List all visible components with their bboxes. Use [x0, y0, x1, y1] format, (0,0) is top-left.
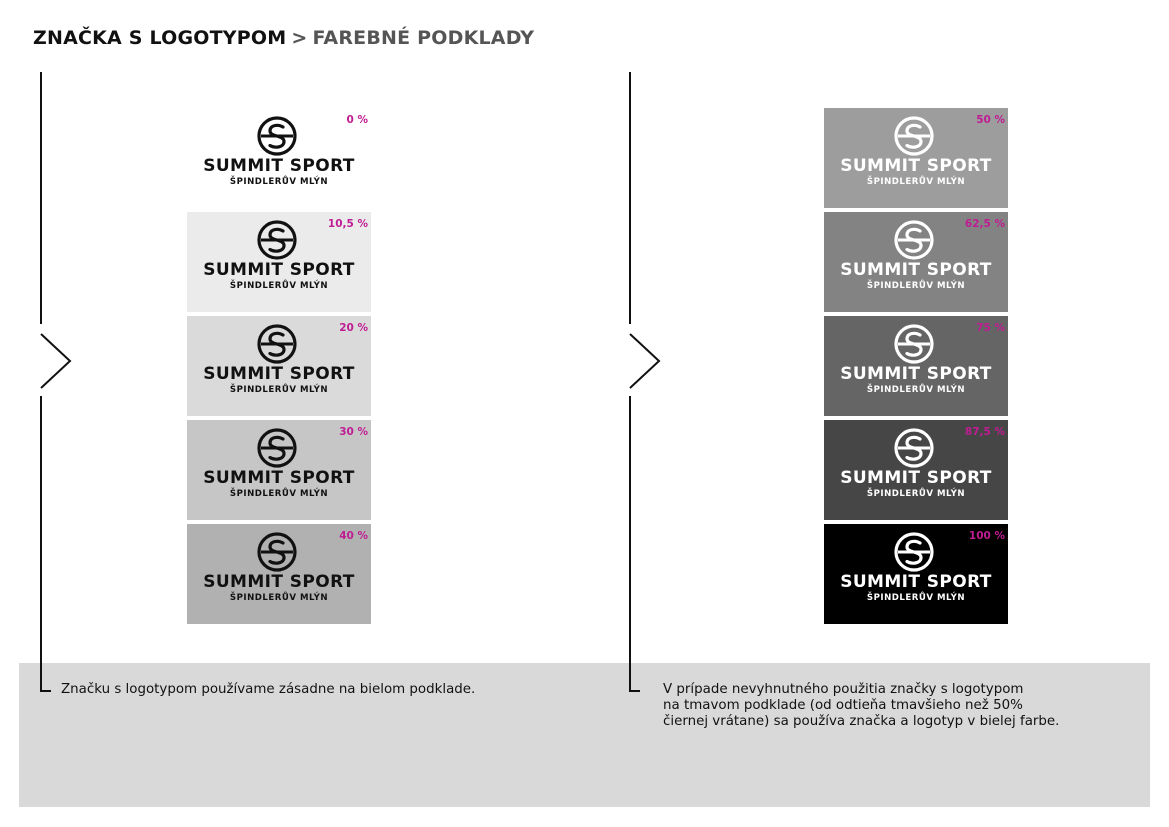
title-subtitle: FAREBNÉ PODKLADY — [312, 27, 535, 49]
logo-brand-text: SUMMIT SPORT — [840, 572, 992, 592]
summit-s-circle-icon — [894, 324, 934, 364]
logo-brand-text: SUMMIT SPORT — [203, 364, 355, 384]
logo-brand-text: SUMMIT SPORT — [203, 156, 355, 176]
right-note — [663, 682, 1059, 730]
summit-s-circle-icon — [257, 324, 297, 364]
right-bracket-lower-line — [629, 396, 631, 692]
color-swatch — [187, 316, 371, 416]
logo-brand-text: SUMMIT SPORT — [203, 260, 355, 280]
summit-s-circle-icon — [257, 116, 297, 156]
logo-place-text: ŠPINDLERŮV MLÝN — [866, 177, 966, 187]
swatch-percent-label: 40 % — [339, 530, 368, 542]
summit-sport-logo — [824, 420, 1008, 520]
logo-brand-text: SUMMIT SPORT — [203, 468, 355, 488]
logo-place-text: ŠPINDLERŮV MLÝN — [229, 385, 329, 395]
title-separator: > — [291, 27, 308, 49]
logo-place-text: ŠPINDLERŮV MLÝN — [866, 489, 966, 499]
left-bracket-upper-line — [40, 72, 42, 324]
logo-brand-text: SUMMIT SPORT — [840, 260, 992, 280]
right-chevron-icon — [628, 332, 664, 390]
logo-place-text: ŠPINDLERŮV MLÝN — [229, 177, 329, 187]
logo-place-text: ŠPINDLERŮV MLÝN — [866, 385, 966, 395]
summit-s-circle-icon — [257, 220, 297, 260]
left-note-line: Značku s logotypom používame zásadne na bielom podklade. — [61, 682, 476, 697]
swatch-percent-label: 50 % — [976, 114, 1005, 126]
logo-place-text: ŠPINDLERŮV MLÝN — [229, 593, 329, 603]
page-title — [33, 27, 534, 49]
summit-s-circle-icon — [257, 532, 297, 572]
swatch-percent-label: 10,5 % — [327, 218, 368, 230]
summit-s-circle-icon — [894, 220, 934, 260]
logo-place-text: ŠPINDLERŮV MLÝN — [229, 281, 329, 291]
swatch-percent-label: 100 % — [968, 530, 1005, 542]
summit-sport-logo — [824, 316, 1008, 416]
color-swatch — [824, 212, 1008, 312]
summit-sport-logo — [187, 212, 371, 312]
swatch-percent-label: 87,5 % — [964, 426, 1005, 438]
right-note-line: na tmavom podklade (od odtieňa tmavšieho než 50% — [663, 698, 1023, 713]
left-chevron-icon — [39, 332, 75, 390]
swatch-percent-label: 75 % — [976, 322, 1005, 334]
summit-s-circle-icon — [257, 428, 297, 468]
color-swatch — [187, 524, 371, 624]
summit-sport-logo — [824, 212, 1008, 312]
right-bracket-foot — [629, 690, 640, 692]
logo-place-text: ŠPINDLERŮV MLÝN — [866, 281, 966, 291]
color-swatch — [824, 420, 1008, 520]
title-main: ZNAČKA S LOGOTYPOM — [33, 27, 287, 49]
swatch-percent-label: 30 % — [339, 426, 368, 438]
logo-place-text: ŠPINDLERŮV MLÝN — [229, 489, 329, 499]
summit-sport-logo — [187, 420, 371, 520]
logo-place-text: ŠPINDLERŮV MLÝN — [866, 593, 966, 603]
summit-sport-logo — [824, 108, 1008, 208]
summit-s-circle-icon — [894, 116, 934, 156]
logo-brand-text: SUMMIT SPORT — [840, 364, 992, 384]
color-swatch — [187, 108, 371, 208]
summit-sport-logo — [187, 524, 371, 624]
color-swatch — [187, 212, 371, 312]
summit-s-circle-icon — [894, 428, 934, 468]
logo-brand-text: SUMMIT SPORT — [203, 572, 355, 592]
color-swatch — [824, 524, 1008, 624]
color-swatch — [824, 316, 1008, 416]
left-note — [61, 682, 475, 698]
summit-sport-logo — [187, 108, 371, 208]
left-bracket-foot — [40, 690, 51, 692]
left-bracket-lower-line — [40, 396, 42, 692]
summit-sport-logo — [187, 316, 371, 416]
logo-brand-text: SUMMIT SPORT — [840, 468, 992, 488]
swatch-percent-label: 20 % — [339, 322, 368, 334]
summit-s-circle-icon — [894, 532, 934, 572]
color-swatch — [187, 420, 371, 520]
summit-sport-logo — [824, 524, 1008, 624]
right-note-line: V prípade nevyhnutného použitia značky s logotypom — [663, 682, 1024, 697]
right-bracket-upper-line — [629, 72, 631, 324]
logo-brand-text: SUMMIT SPORT — [840, 156, 992, 176]
swatch-percent-label: 62,5 % — [964, 218, 1005, 230]
color-swatch — [824, 108, 1008, 208]
right-note-line: čiernej vrátane) sa používa značka a logotyp v bielej farbe. — [663, 714, 1060, 729]
swatch-percent-label: 0 % — [346, 114, 368, 126]
